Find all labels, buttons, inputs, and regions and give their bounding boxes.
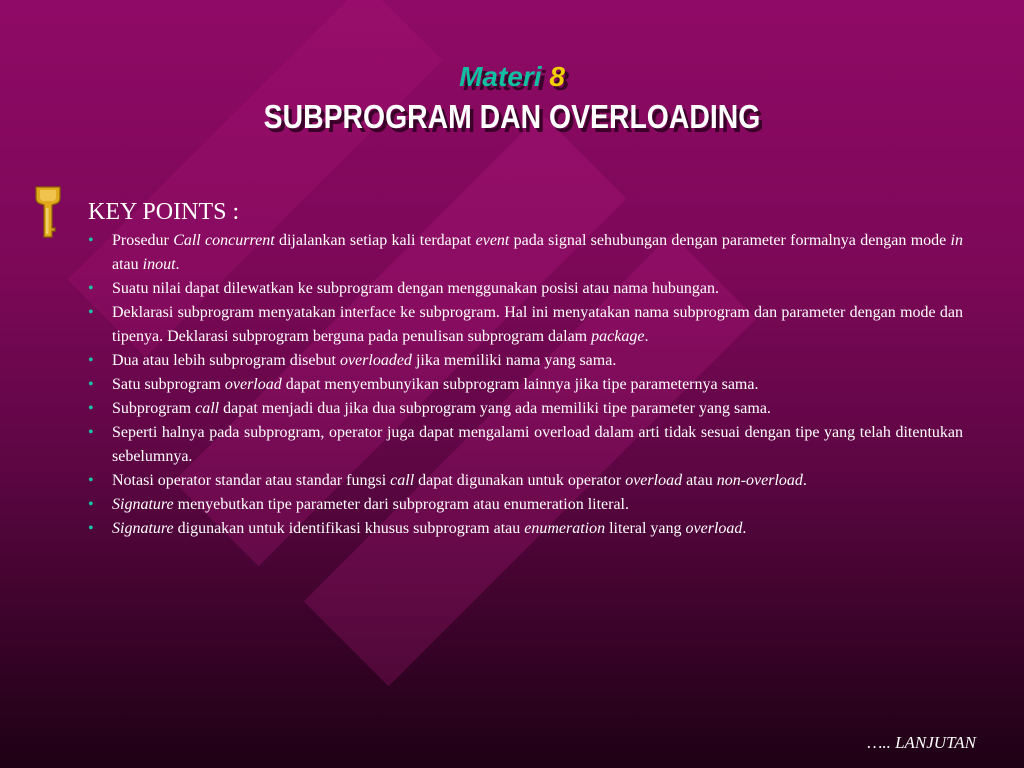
text-segment: dijalankan setiap kali terdapat (274, 232, 476, 249)
text-segment: pada signal sehubungan dengan parameter formalnya dengan mode (509, 232, 951, 249)
bullet-dot-icon: • (88, 280, 94, 297)
italic-term: Signature (112, 520, 174, 537)
list-item (88, 229, 963, 277)
text-segment: atau (682, 472, 717, 489)
text-segment: atau (112, 256, 143, 273)
bullet-dot-icon: • (88, 232, 94, 249)
italic-term: call (390, 472, 415, 489)
bullet-dot-icon: • (88, 304, 94, 321)
lesson-number: 8 (549, 61, 565, 92)
lesson-label (0, 58, 1024, 96)
text-segment: dapat menjadi dua jika dua subprogram yang ada memiliki tipe parameter yang sama. (219, 400, 771, 417)
list-item (88, 493, 963, 517)
list-item (88, 373, 963, 397)
text-segment: Notasi operator standar atau standar fungsi (112, 472, 391, 489)
key-points-list (88, 229, 963, 541)
text-segment: digunakan untuk identifikasi khusus subprogram atau (173, 520, 525, 537)
text-segment: literal yang (605, 520, 686, 537)
text-segment: . (802, 472, 807, 489)
list-item (88, 397, 963, 421)
bullet-dot-icon: • (88, 376, 94, 393)
text-segment: menyebutkan tipe parameter dari subprogram atau enumeration literal. (173, 496, 629, 513)
bullet-dot-icon: • (88, 424, 94, 441)
italic-term: in (950, 232, 963, 249)
list-item (88, 349, 963, 373)
text-segment: . (742, 520, 747, 537)
title-block (0, 58, 1024, 138)
italic-term: overload (224, 376, 282, 393)
italic-term: non-overload (716, 472, 803, 489)
list-item (88, 517, 963, 541)
list-item (88, 469, 963, 493)
text-segment: Dua atau lebih subprogram disebut (112, 352, 340, 369)
text-segment: . (175, 256, 180, 273)
text-segment: . (644, 328, 649, 345)
bullet-dot-icon: • (88, 496, 94, 513)
continue-label: ….. LANJUTAN (867, 733, 976, 752)
text-segment: Prosedur (112, 232, 174, 249)
key-points-heading: KEY POINTS : (88, 199, 240, 225)
italic-term: enumeration (524, 520, 606, 537)
list-item (88, 277, 963, 301)
bullet-dot-icon: • (88, 520, 94, 537)
italic-term: Signature (112, 496, 174, 513)
text-segment: Satu subprogram (112, 376, 225, 393)
italic-term: overloaded (339, 352, 412, 369)
text-segment: jika memiliki nama yang sama. (411, 352, 617, 369)
italic-term: inout (142, 256, 176, 273)
italic-term: call (195, 400, 220, 417)
bullet-dot-icon: • (88, 352, 94, 369)
italic-term: Call concurrent (173, 232, 275, 249)
text-segment: Deklarasi subprogram menyatakan interface ke subprogram. Hal ini menyatakan nama subprogram dan parameter dengan mode dan tipenya. Deklarasi subprogram berguna pada penulisan subprogram dalam (112, 304, 963, 345)
text-segment: Suatu nilai dapat dilewatkan ke subprogram dengan menggunakan posisi atau nama hubungan. (112, 280, 719, 297)
italic-term: overload (625, 472, 683, 489)
text-segment: dapat menyembunyikan subprogram lainnya jika tipe parameternya sama. (281, 376, 759, 393)
text-segment: dapat digunakan untuk operator (414, 472, 626, 489)
list-item (88, 421, 963, 469)
italic-term: package (591, 328, 645, 345)
italic-term: overload (685, 520, 743, 537)
lesson-prefix: Materi (459, 61, 542, 92)
list-item (88, 301, 963, 349)
italic-term: event (475, 232, 510, 249)
bullet-dot-icon: • (88, 400, 94, 417)
page-title: SUBPROGRAM DAN OVERLOADING (263, 98, 761, 135)
key-icon (33, 184, 63, 240)
text-segment: Seperti halnya pada subprogram, operator juga dapat mengalami overload dalam arti tidak sesuai dengan tipe yang telah ditentukan sebelumnya. (112, 424, 963, 465)
text-segment: Subprogram (112, 400, 196, 417)
bullet-dot-icon: • (88, 472, 94, 489)
